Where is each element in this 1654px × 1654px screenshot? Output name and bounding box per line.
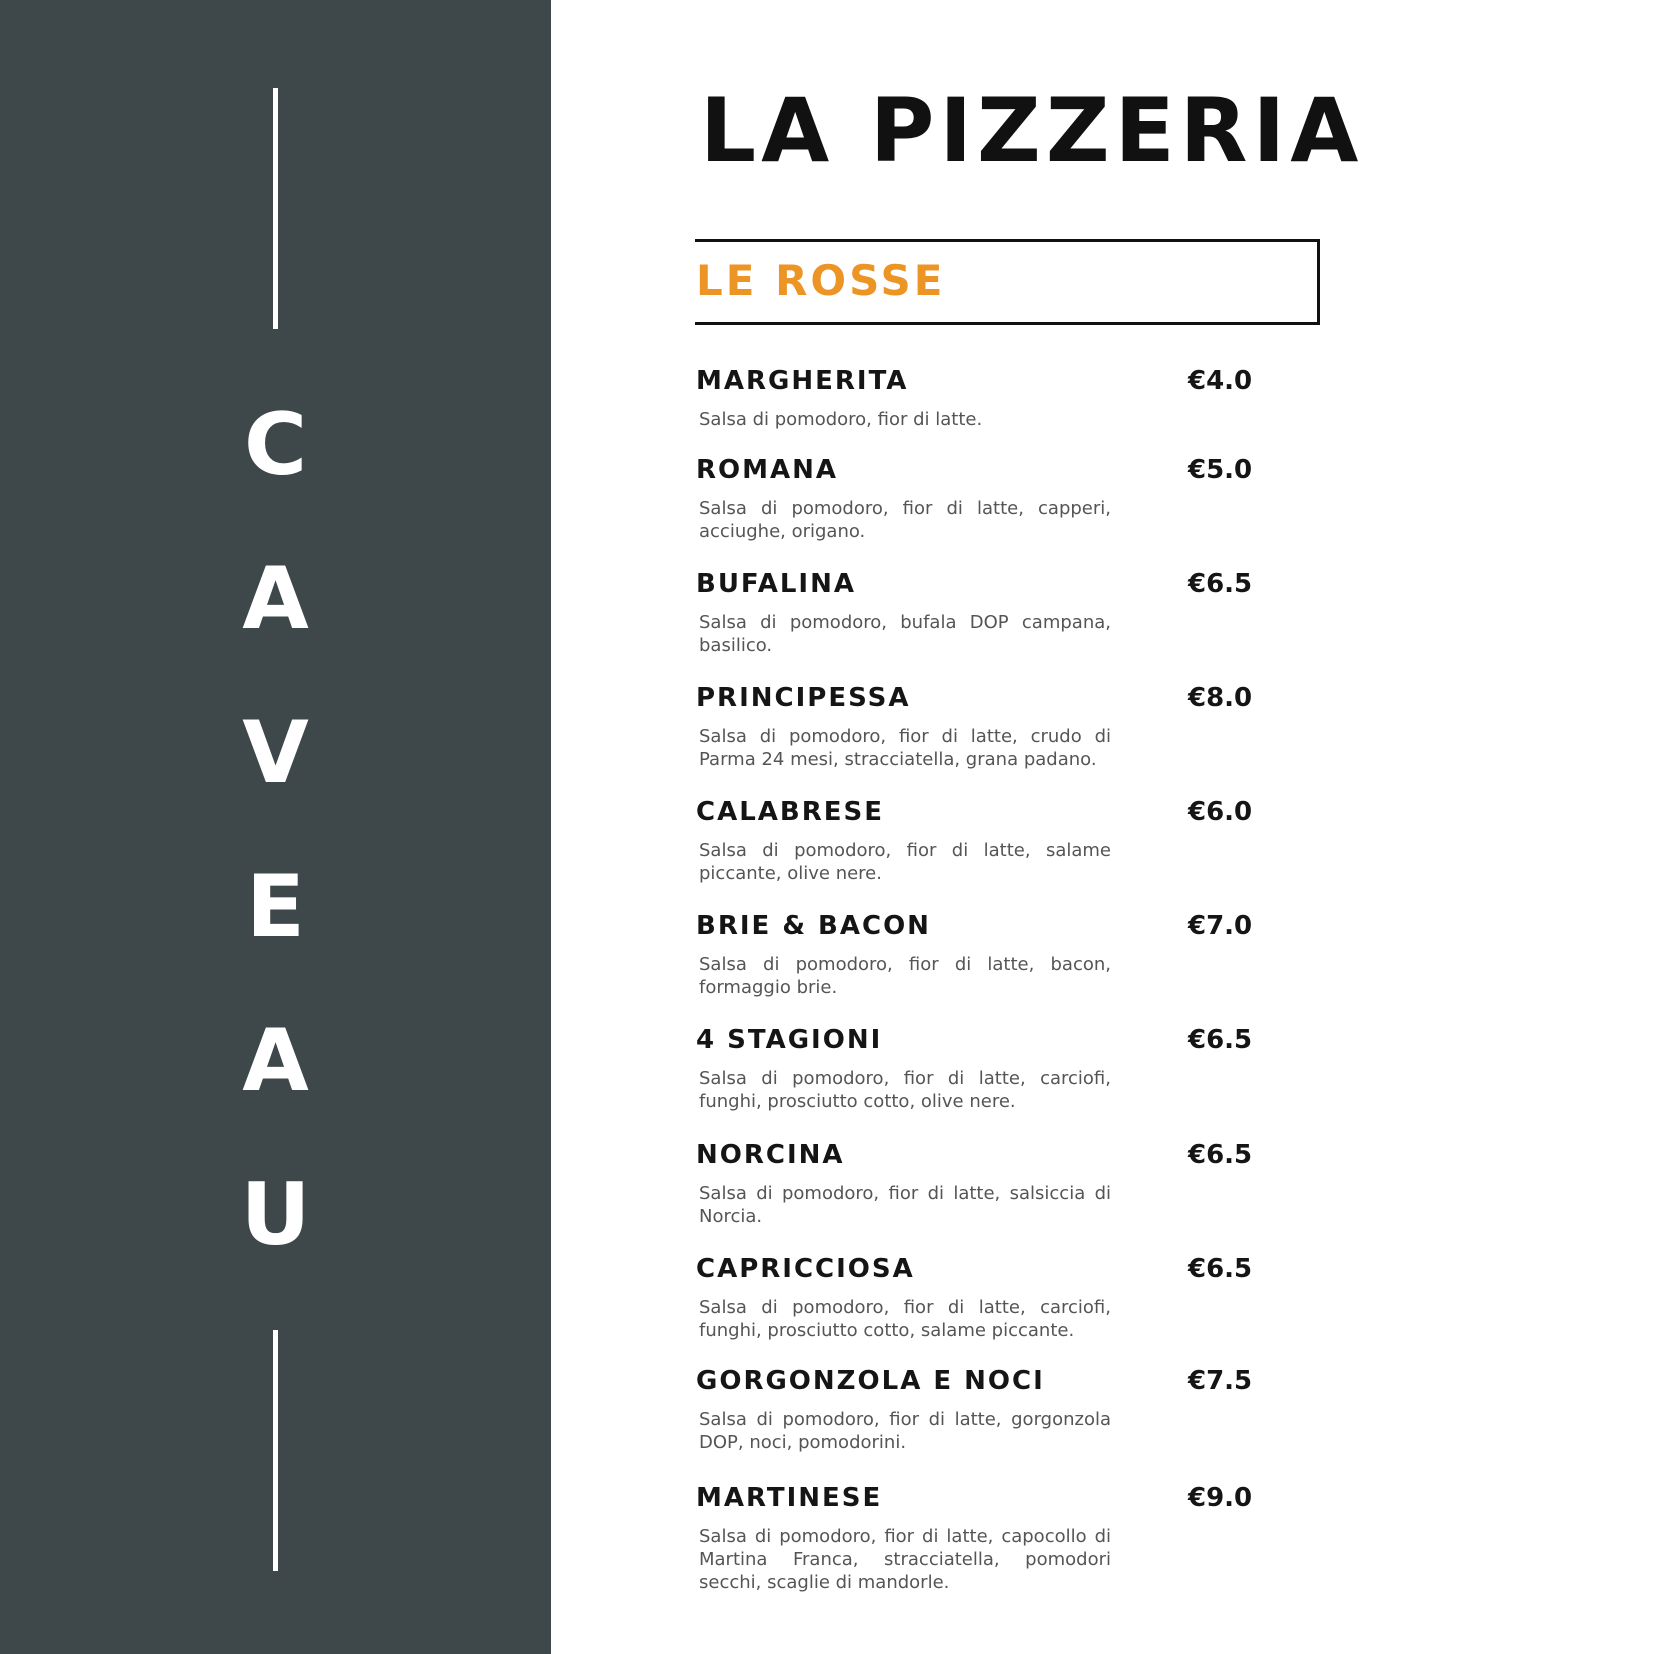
vertical-brand-name [0,395,551,1319]
item-description: Salsa di pomodoro, fior di latte, salsiccia di Norcia. [699,1183,1111,1227]
item-price: €6.5 [1188,1025,1253,1055]
brand-letter: E [246,857,305,957]
item-name: GORGONZOLA E NOCI [696,1366,1045,1396]
item-name: 4 STAGIONI [696,1025,883,1055]
decorative-line-bottom [273,1330,278,1571]
item-description: Salsa di pomodoro, fior di latte, bacon, formaggio brie. [699,954,1111,998]
item-name: CAPRICCIOSA [696,1254,915,1284]
brand-letter: C [243,395,308,495]
brand-letter: A [242,549,309,649]
item-name: NORCINA [696,1140,845,1170]
item-description: Salsa di pomodoro, fior di latte, crudo di Parma 24 mesi, stracciatella, grana padano. [699,726,1111,770]
item-description: Salsa di pomodoro, fior di latte. [699,409,983,430]
item-price: €6.5 [1188,1254,1253,1284]
item-price: €4.0 [1188,366,1253,396]
page-title: LA PIZZERIA [700,79,1364,182]
item-description: Salsa di pomodoro, fior di latte, carciofi, funghi, prosciutto cotto, salame piccante. [699,1297,1111,1341]
item-description: Salsa di pomodoro, bufala DOP campana, basilico. [699,612,1111,656]
item-name: CALABRESE [696,797,884,827]
item-price: €7.5 [1188,1366,1253,1396]
item-name: PRINCIPESSA [696,683,911,713]
sidebar-panel [0,0,551,1654]
item-price: €7.0 [1188,911,1253,941]
item-description: Salsa di pomodoro, fior di latte, gorgonzola DOP, noci, pomodorini. [699,1409,1111,1453]
brand-letter: A [242,1011,309,1111]
item-name: BRIE & BACON [696,911,931,941]
item-price: €6.0 [1188,797,1253,827]
item-description: Salsa di pomodoro, fior di latte, carciofi, funghi, prosciutto cotto, olive nere. [699,1068,1111,1112]
item-name: BUFALINA [696,569,856,599]
item-price: €9.0 [1188,1483,1253,1513]
menu-content [551,0,1654,1654]
brand-letter: V [242,703,309,803]
item-name: MARGHERITA [696,366,909,396]
item-price: €5.0 [1188,455,1253,485]
item-price: €6.5 [1188,1140,1253,1170]
decorative-line-top [273,88,278,329]
item-price: €8.0 [1188,683,1253,713]
item-description: Salsa di pomodoro, fior di latte, capocollo di Martina Franca, stracciatella, pomodori secchi, scaglie di mandorle. [699,1526,1111,1593]
item-price: €6.5 [1188,569,1253,599]
brand-letter: U [240,1165,311,1265]
item-name: ROMANA [696,455,838,485]
item-description: Salsa di pomodoro, fior di latte, salame piccante, olive nere. [699,840,1111,884]
section-title: LE ROSSE [696,256,946,305]
item-description: Salsa di pomodoro, fior di latte, capperi, acciughe, origano. [699,498,1111,542]
item-name: MARTINESE [696,1483,883,1513]
